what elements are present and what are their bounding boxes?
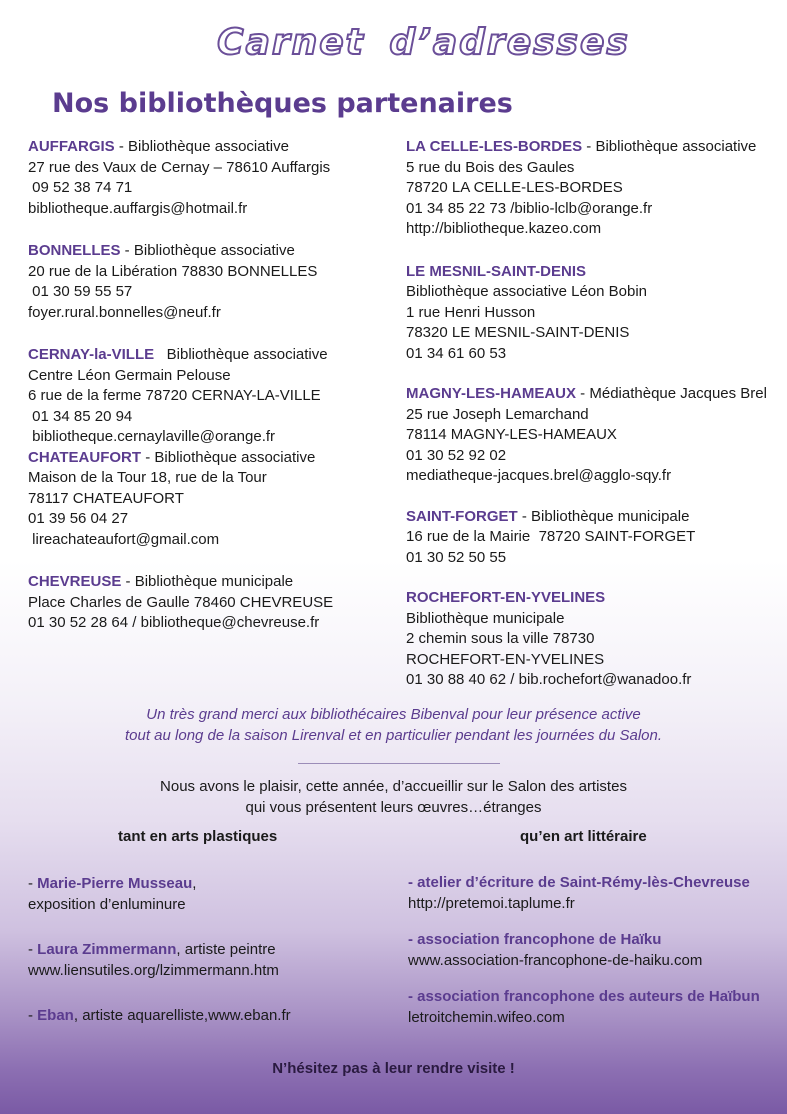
library-entry	[28, 448, 388, 551]
library-address-line: 78117 CHATEAUFORT	[28, 489, 184, 507]
separator: -	[576, 385, 590, 402]
artist-detail: , artiste aquarelliste,www.eban.fr	[73, 1007, 291, 1024]
library-contact-link[interactable]: 01 34 85 22 73 /biblio-lclb@orange.fr	[406, 199, 653, 217]
library-address-line: 01 39 56 04 27	[28, 510, 129, 527]
library-address-line: ROCHEFORT-EN-YVELINES	[406, 650, 605, 668]
library-address-line: 01 30 52 92 02	[406, 446, 507, 464]
library-type: Bibliothèque associative	[128, 138, 289, 155]
artist-entry	[28, 873, 196, 915]
separator: -	[141, 448, 155, 466]
closing-message: N’hésitez pas à leur rendre visite !	[272, 1060, 515, 1077]
library-type: Bibliothèque associative	[154, 448, 316, 466]
library-contact-link[interactable]: bibliotheque.cernaylaville@orange.fr	[28, 428, 276, 445]
artist-entry	[28, 939, 279, 981]
library-address-line: Bibliothèque associative Léon Bobin	[406, 283, 648, 300]
divider	[298, 763, 500, 764]
literary-arts-heading: qu’en art littéraire	[520, 828, 647, 845]
library-contact-link[interactable]: mediatheque-jacques.brel@agglo-sqy.fr	[406, 467, 672, 484]
literary-name: - atelier d’écriture de Saint-Rémy-lès-Chevreuse	[408, 874, 750, 891]
library-address-line: 01 34 85 20 94	[28, 407, 133, 425]
literary-name: - association francophone des auteurs de Haïbun	[408, 988, 760, 1005]
library-name: SAINT-FORGET	[406, 507, 518, 525]
library-address-line: 6 rue de la ferme 78720 CERNAY-LA-VILLE	[28, 387, 321, 404]
dash: -	[28, 875, 38, 892]
artist-name: Laura Zimmermann	[37, 941, 177, 958]
library-address-line: 27 rue des Vaux de Cernay – 78610 Auffargis	[28, 158, 331, 176]
library-address-line: 78320 LE MESNIL-SAINT-DENIS	[406, 324, 630, 341]
library-entry	[406, 588, 776, 691]
library-address-line: 01 30 52 50 55	[406, 548, 507, 566]
literary-link[interactable]: www.association-francophone-de-haiku.com	[408, 952, 703, 969]
separator	[154, 346, 167, 363]
library-address-line: 01 30 59 55 57	[28, 283, 133, 300]
library-name: BONNELLES	[28, 242, 121, 259]
library-contact-link[interactable]: 01 30 52 28 64 / bibliotheque@chevreuse.fr	[28, 614, 320, 631]
library-contact-link[interactable]: http://bibliotheque.kazeo.com	[406, 220, 602, 237]
literary-link[interactable]: http://pretemoi.taplume.fr	[408, 895, 575, 912]
library-name: CHATEAUFORT	[28, 448, 142, 466]
libraries-left-column	[28, 137, 388, 634]
section-title: Nos bibliothèques partenaires	[52, 88, 513, 119]
dash: -	[28, 1007, 38, 1024]
plastic-arts-heading: tant en arts plastiques	[118, 828, 278, 845]
library-entry	[406, 507, 776, 569]
library-address-line: 09 52 38 74 71	[28, 179, 133, 196]
separator: -	[121, 573, 135, 590]
library-entry	[28, 137, 388, 219]
library-address-line: 20 rue de la Libération 78830 BONNELLES	[28, 262, 318, 280]
library-address-line: 78114 MAGNY-LES-HAMEAUX	[406, 426, 617, 443]
library-name: MAGNY-LES-HAMEAUX	[406, 385, 577, 402]
artist-detail: , artiste peintre	[176, 941, 276, 958]
library-entry	[406, 262, 776, 365]
separator: -	[582, 138, 596, 155]
library-name: CHEVREUSE	[28, 573, 122, 590]
library-contact-link[interactable]: foyer.rural.bonnelles@neuf.fr	[28, 303, 221, 321]
library-address-line: 01 34 61 60 53	[406, 344, 507, 362]
literary-name: - association francophone de Haïku	[408, 931, 662, 948]
library-address-line: Place Charles de Gaulle 78460 CHEVREUSE	[28, 593, 334, 611]
library-address-line: Centre Léon Germain Pelouse	[28, 366, 231, 384]
library-contact-link[interactable]: 01 30 88 40 62 / bib.rochefort@wanadoo.fr	[406, 671, 692, 688]
library-address-line: Maison de la Tour 18, rue de la Tour	[28, 469, 267, 486]
library-address-line: 1 rue Henri Husson	[406, 303, 536, 321]
library-name: LE MESNIL-SAINT-DENIS	[406, 262, 587, 280]
page-title: Carnet d’adresses	[217, 22, 630, 63]
dash: -	[28, 941, 38, 958]
library-name: ROCHEFORT-EN-YVELINES	[406, 589, 606, 606]
library-entry	[28, 572, 388, 634]
literary-link[interactable]: letroitchemin.wifeo.com	[408, 1009, 565, 1026]
library-address-line: 5 rue du Bois des Gaules	[406, 158, 575, 176]
library-address-line: 2 chemin sous la ville 78730	[406, 630, 595, 647]
separator: -	[517, 507, 532, 525]
thanks-line: tout au long de la saison Lirenval et en particulier pendant les journées du Salon.	[124, 727, 663, 744]
separator: -	[120, 242, 134, 259]
library-entry	[406, 137, 776, 240]
library-type: Médiathèque Jacques Brel	[589, 385, 767, 402]
library-name: AUFFARGIS	[28, 138, 115, 155]
libraries-right-column	[406, 137, 776, 691]
library-type: Bibliothèque associative	[133, 242, 295, 259]
literary-entry	[408, 872, 750, 914]
artist-link[interactable]: www.liensutiles.org/lzimmermann.htm	[28, 962, 279, 979]
library-name: CERNAY-la-VILLE	[28, 346, 155, 363]
library-entry	[28, 241, 388, 323]
library-address-line: 16 rue de la Mairie 78720 SAINT-FORGET	[406, 528, 696, 545]
artist-name: Marie-Pierre Musseau	[37, 875, 193, 892]
library-contact-link[interactable]: lireachateaufort@gmail.com	[28, 530, 220, 548]
library-entry	[28, 345, 388, 448]
artist-detail: ,	[192, 875, 197, 892]
library-entry	[406, 384, 776, 487]
library-address-line: Bibliothèque municipale	[406, 609, 565, 627]
library-type: Bibliothèque municipale	[134, 573, 294, 590]
separator: -	[114, 138, 129, 155]
intro-line: qui vous présentent leurs œuvres…étranges	[245, 799, 542, 816]
thanks-line: Un très grand merci aux bibliothécaires Bibenval pour leur présence active	[146, 706, 641, 723]
artist-detail: exposition d’enluminure	[28, 896, 186, 913]
library-address-line: 25 rue Joseph Lemarchand	[406, 405, 589, 423]
library-contact-link[interactable]: bibliotheque.auffargis@hotmail.fr	[28, 199, 248, 217]
library-name: LA CELLE-LES-BORDES	[406, 138, 583, 155]
library-address-line: 78720 LA CELLE-LES-BORDES	[406, 179, 623, 196]
literary-entry	[408, 929, 702, 971]
artists-intro	[0, 776, 787, 818]
artist-name: Eban	[37, 1007, 74, 1024]
thanks-message	[0, 704, 787, 746]
intro-line: Nous avons le plaisir, cette année, d’accueillir sur le Salon des artistes	[160, 778, 627, 795]
literary-entry	[408, 986, 760, 1028]
library-type: Bibliothèque municipale	[531, 507, 690, 525]
library-type: Bibliothèque associative	[595, 138, 757, 155]
library-type: Bibliothèque associative	[166, 346, 328, 363]
artist-entry	[28, 1005, 291, 1026]
